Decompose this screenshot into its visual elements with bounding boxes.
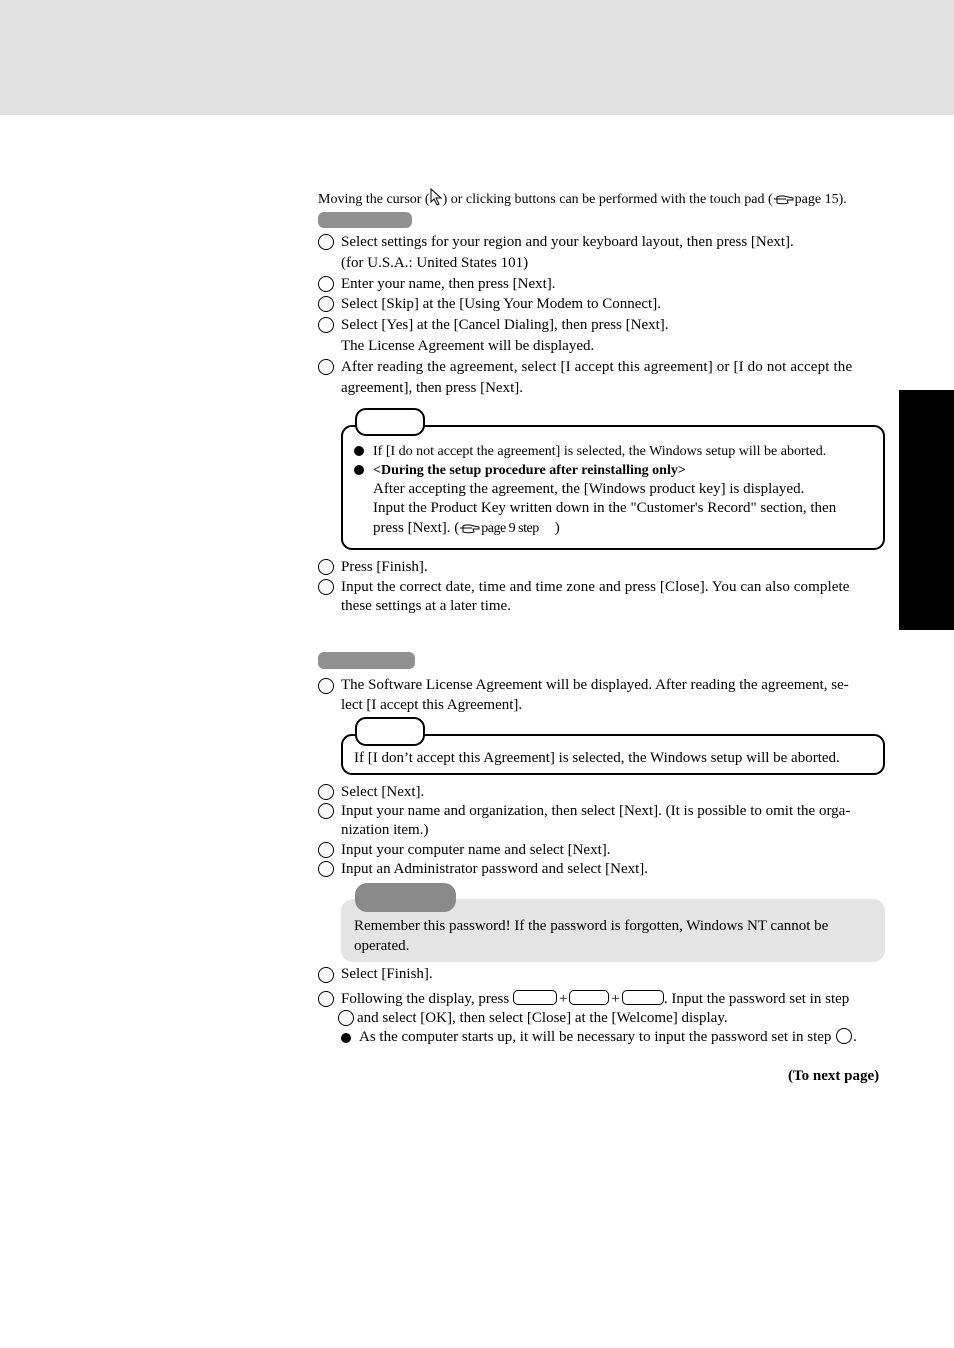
step-number-circle <box>338 1010 354 1026</box>
w2k-step7-subtext: these settings at a later time. <box>341 598 511 614</box>
nt-step7-text: Following the display, press + + . Input the password set in step <box>341 991 850 1007</box>
nt-bullet-text: As the computer starts up, it will be necessary to input the password set in step . <box>359 1029 857 1045</box>
nt-step3-text: Input your name and organization, then select [Next]. (It is possible to omit the orga- <box>341 803 851 819</box>
keyboard-key <box>513 990 557 1005</box>
step-number-circle <box>318 296 334 312</box>
w2k-step5-text: After reading the agreement, select [I accept this agreement] or [I do not accept the <box>341 359 853 375</box>
nt-step4-text: Input your computer name and select [Next]. <box>341 842 611 858</box>
nt-step6-text: Select [Finish]. <box>341 966 433 982</box>
cursor-arrow-icon <box>430 188 443 206</box>
step-number-circle <box>318 842 334 858</box>
w2k-step1-text: Select settings for your region and your keyboard layout, then press [Next]. <box>341 234 794 250</box>
step-number-circle <box>318 579 334 595</box>
section-heading-windowsnt <box>318 652 415 669</box>
nt-step5-text: Input an Administrator password and select [Next]. <box>341 861 649 877</box>
nt-step3-subtext: nization item.) <box>341 822 429 838</box>
w2k-step3-text: Select [Skip] at the [Using Your Modem to Connect]. <box>341 296 661 312</box>
step-number-circle <box>318 991 334 1007</box>
nt-step2-text: Select [Next]. <box>341 784 425 800</box>
nt-step1-text: The Software License Agreement will be displayed. After reading the agreement, se- <box>341 677 849 693</box>
intro-line: Moving the cursor ( ) or clicking buttons can be performed with the touch pad ( page 15). <box>318 188 847 209</box>
w2k-step7-text: Input the correct date, time and time zone and press [Close]. You can also complete <box>341 579 850 595</box>
caution-line1: Remember this password! If the password is forgotten, Windows NT cannot be <box>354 918 829 934</box>
w2k-step1-subtext: (for U.S.A.: United States 101) <box>341 255 529 271</box>
step-number-circle <box>318 276 334 292</box>
note-bullet2-line1: After accepting the agreement, the [Windows product key] is displayed. <box>373 481 805 497</box>
w2k-step4-text: Select [Yes] at the [Cancel Dialing], then press [Next]. <box>341 317 669 333</box>
to-next-page: (To next page) <box>788 1068 880 1084</box>
note-bullet1-text: If [I do not accept the agreement] is selected, the Windows setup will be aborted. <box>373 444 827 459</box>
pointing-hand-icon <box>773 194 795 206</box>
bullet-dot <box>341 1033 351 1043</box>
step-number-circle <box>318 678 334 694</box>
step-number-circle <box>318 359 334 375</box>
bullet-dot <box>354 446 364 456</box>
step-number-circle <box>318 967 334 983</box>
w2k-step4-subtext: The License Agreement will be displayed. <box>341 338 595 354</box>
w2k-step2-text: Enter your name, then press [Next]. <box>341 276 556 292</box>
nt-step1-subtext: lect [I accept this Agreement]. <box>341 697 523 713</box>
step-number-circle <box>318 234 334 250</box>
note-tab <box>355 408 425 436</box>
nt-note-text: If [I don’t accept this Agreement] is selected, the Windows setup will be aborted. <box>354 750 840 766</box>
caution-tab <box>355 883 456 912</box>
step-number-circle <box>836 1028 852 1044</box>
step-number-circle <box>318 784 334 800</box>
note-bullet2-line3: press [Next]. ( page 9 step ) <box>373 520 560 536</box>
caution-line2: operated. <box>354 938 410 954</box>
pointing-hand-icon <box>459 523 481 535</box>
step-number-circle <box>318 559 334 575</box>
header-band <box>0 0 954 115</box>
nt-step7-subtext: and select [OK], then select [Close] at the [Welcome] display. <box>357 1010 728 1026</box>
keyboard-key <box>622 990 664 1005</box>
step-number-circle <box>318 861 334 877</box>
keyboard-key <box>569 990 609 1005</box>
note-bullet2-title: <During the setup procedure after reinstalling only> <box>373 463 686 478</box>
step-number-circle <box>318 317 334 333</box>
side-tab-marker <box>899 390 954 630</box>
note-tab <box>355 717 425 746</box>
w2k-step5-subtext: agreement], then press [Next]. <box>341 380 524 396</box>
bullet-dot <box>354 465 364 475</box>
step-number-circle <box>318 803 334 819</box>
note-bullet2-line2: Input the Product Key written down in the "Customer's Record" section, then <box>373 500 837 516</box>
w2k-step6-text: Press [Finish]. <box>341 559 428 575</box>
section-heading-windows2000 <box>318 212 412 228</box>
